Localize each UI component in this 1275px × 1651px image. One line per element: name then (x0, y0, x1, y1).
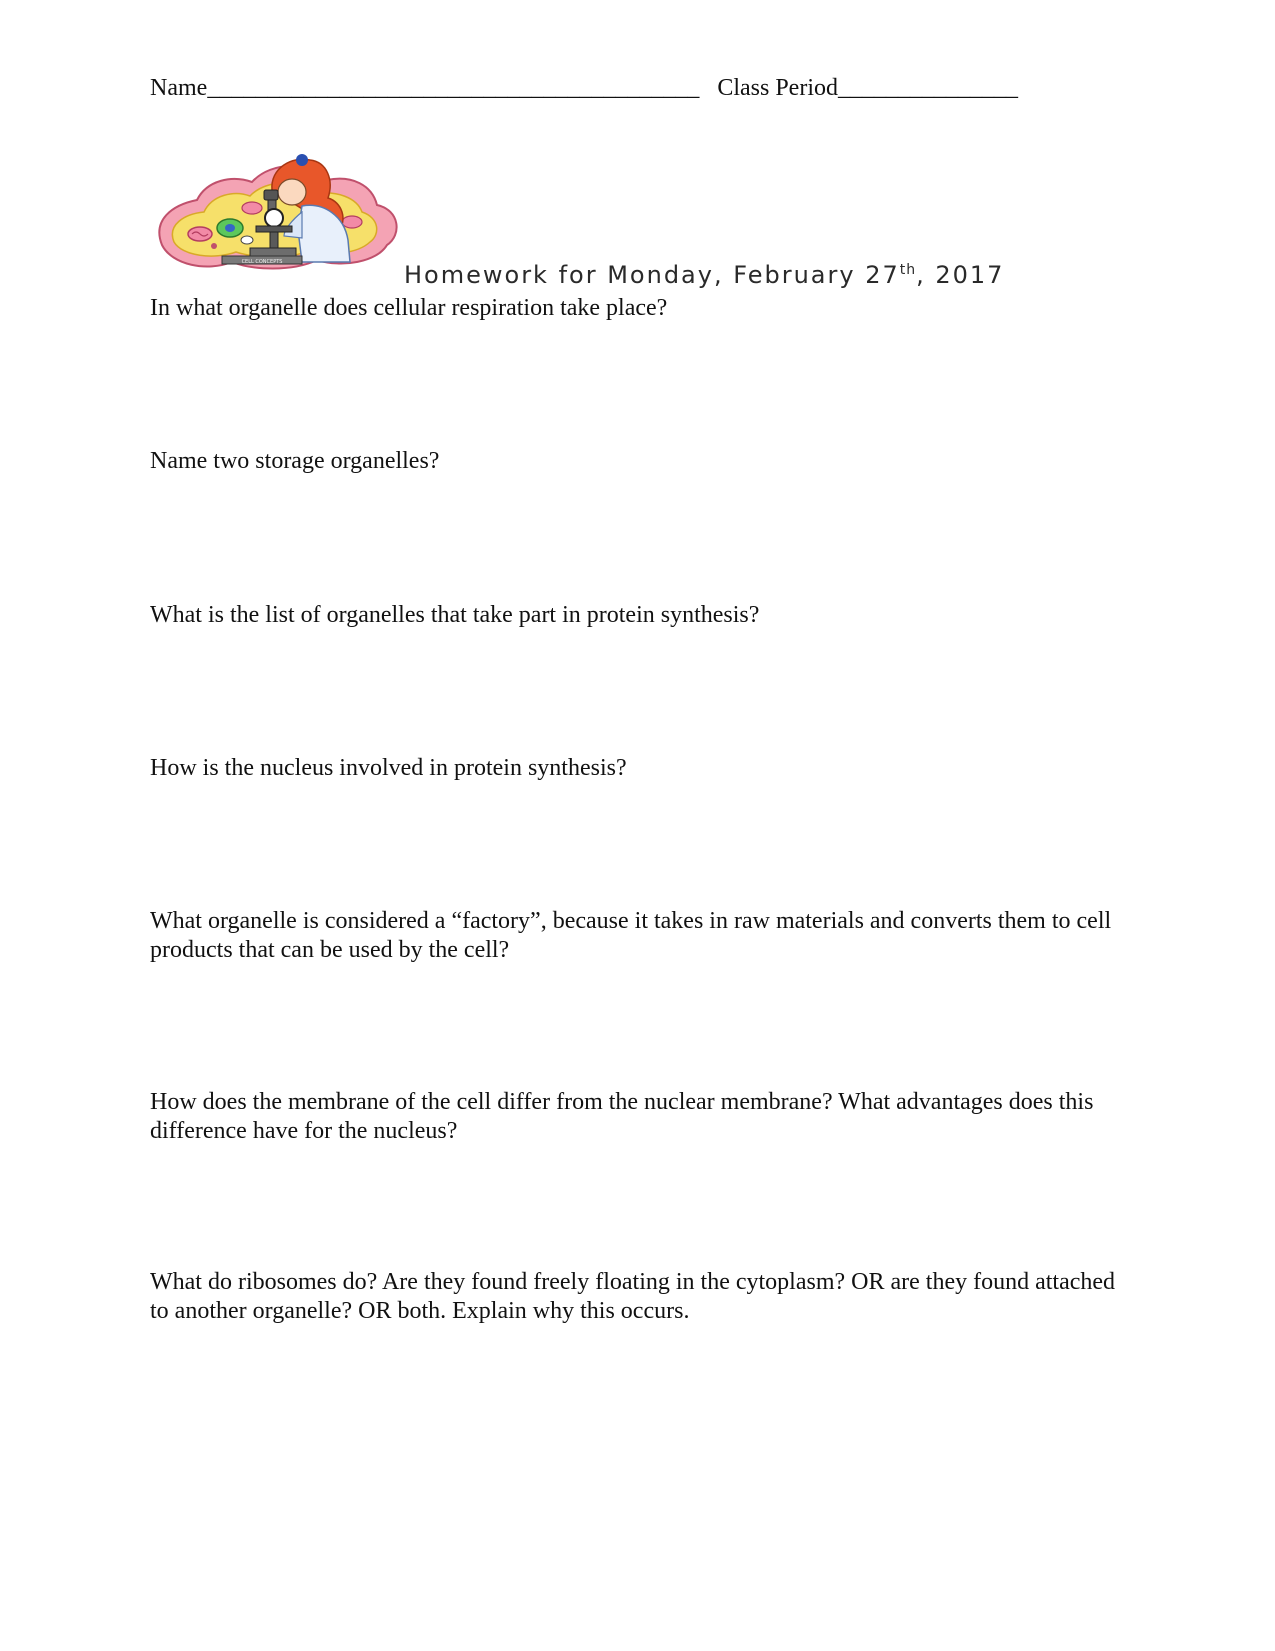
question-7: What do ribosomes do? Are they found freely floating in the cytoplasm? OR are they found attached to another organelle? OR both. Explain why this occurs. (150, 1269, 1116, 1324)
question-2: Name two storage organelles? (150, 448, 440, 474)
illustration-caption: CELL CONCEPTS (241, 259, 283, 265)
question-4: How is the nucleus involved in protein synthesis? (150, 755, 627, 781)
name-blank[interactable]: _________________________________________ (207, 75, 700, 101)
title-superscript: th (899, 262, 917, 278)
question-6: How does the membrane of the cell differ from the nuclear membrane? What advantages does this difference have for the nucleus? (150, 1089, 1094, 1144)
question-1: In what organelle does cellular respiration take place? (150, 295, 668, 321)
student-info-line (150, 72, 1018, 104)
title-suffix: , 2017 (916, 261, 1005, 289)
question-3: What is the list of organelles that take part in protein synthesis? (150, 602, 760, 628)
scientist-microscope-icon (152, 150, 402, 278)
class-period-label: Class Period (717, 75, 838, 101)
class-period-blank[interactable]: _______________ (837, 75, 1018, 101)
page-title (404, 254, 1004, 291)
question-5: What organelle is considered a “factory”, because it takes in raw materials and converts them to cell products that can be used by the cell? (150, 908, 1112, 963)
title-prefix: Homework for Monday, February 27 (404, 261, 900, 289)
name-label: Name (150, 75, 208, 101)
